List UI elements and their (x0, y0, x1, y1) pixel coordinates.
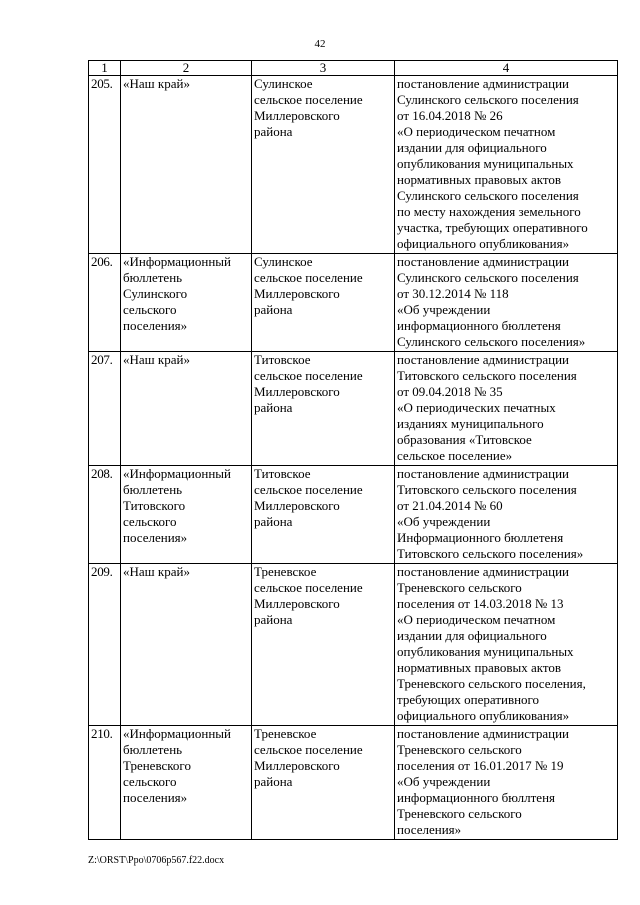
cell-text-line: поселения» (397, 822, 462, 837)
cell-text-line: издании для официального (397, 140, 547, 155)
cell-text-line: опубликования муниципальных (397, 156, 574, 171)
cell-text-line: официального опубликования» (397, 236, 570, 251)
cell-text-line: Треневского сельского (397, 806, 522, 821)
cell-text-line: Сулинское (254, 76, 313, 91)
cell-text-line: требующих оперативного (397, 692, 540, 707)
cell-text-line: Треневское (254, 564, 317, 579)
cell-text-line: от 30.12.2014 № 118 (397, 286, 509, 301)
cell-text-line: изданиях муниципального (397, 416, 544, 431)
cell-text-line: постановление администрации (397, 352, 570, 367)
cell-text-line: Сулинского сельского поселения» (397, 334, 586, 349)
cell-text-line: Миллеровского (254, 384, 340, 399)
row-number: 210. (89, 726, 121, 840)
cell-text-line: Миллеровского (254, 286, 340, 301)
table-row (89, 76, 618, 254)
legal-act-cell (395, 466, 618, 564)
cell-text-line: Сулинского сельского поселения (397, 92, 579, 107)
municipality-cell (252, 352, 395, 466)
cell-text-line: Титовское (254, 466, 311, 481)
column-header-2: 2 (121, 61, 252, 76)
table-header-row (89, 61, 618, 76)
table-row (89, 564, 618, 726)
cell-text-line: опубликования муниципальных (397, 644, 574, 659)
cell-text-line: постановление администрации (397, 726, 570, 741)
cell-text-line: образования «Титовское (397, 432, 532, 447)
cell-text-line: информационного бюллтеня (397, 790, 555, 805)
legal-act-cell (395, 254, 618, 352)
row-number: 207. (89, 352, 121, 466)
publication-name-cell (121, 564, 252, 726)
cell-text-line: поселения от 16.01.2017 № 19 (397, 758, 564, 773)
cell-text-line: поселения от 14.03.2018 № 13 (397, 596, 564, 611)
column-header-4: 4 (395, 61, 618, 76)
cell-text-line: Сулинского (123, 286, 188, 301)
cell-text-line: сельское поселение (254, 92, 363, 107)
publication-name-cell (121, 466, 252, 564)
cell-text-line: района (254, 302, 293, 317)
cell-text-line: Титовского сельского поселения (397, 482, 577, 497)
legal-act-cell (395, 352, 618, 466)
row-number: 205. (89, 76, 121, 254)
column-header-1: 1 (89, 61, 121, 76)
cell-text-line: постановление администрации (397, 254, 570, 269)
table-row (89, 466, 618, 564)
cell-text-line: «Наш край» (123, 564, 190, 579)
municipality-cell (252, 726, 395, 840)
cell-text-line: Титовского (123, 498, 186, 513)
cell-text-line: поселения» (123, 790, 188, 805)
cell-text-line: участка, требующих оперативного (397, 220, 588, 235)
cell-text-line: Миллеровского (254, 758, 340, 773)
cell-text-line: Сулинского сельского поселения (397, 270, 579, 285)
cell-text-line: постановление администрации (397, 466, 570, 481)
cell-text-line: Сулинского сельского поселения (397, 188, 579, 203)
cell-text-line: нормативных правовых актов (397, 660, 562, 675)
cell-text-line: сельское поселение (254, 270, 363, 285)
cell-text-line: района (254, 400, 293, 415)
publication-name-cell (121, 254, 252, 352)
publication-name-cell (121, 352, 252, 466)
cell-text-line: района (254, 774, 293, 789)
cell-text-line: постановление администрации (397, 564, 570, 579)
legal-act-cell (395, 76, 618, 254)
cell-text-line: сельского (123, 514, 177, 529)
cell-text-line: бюллетень (123, 742, 183, 757)
cell-text-line: района (254, 514, 293, 529)
municipality-cell (252, 466, 395, 564)
cell-text-line: нормативных правовых актов (397, 172, 562, 187)
cell-text-line: «О периодическом печатном (397, 124, 556, 139)
cell-text-line: от 21.04.2014 № 60 (397, 498, 503, 513)
row-number: 206. (89, 254, 121, 352)
cell-text-line: сельского (123, 774, 177, 789)
cell-text-line: Треневского (123, 758, 191, 773)
publication-name-cell (121, 726, 252, 840)
table-row (89, 726, 618, 840)
cell-text-line: Треневского сельского (397, 580, 522, 595)
legal-act-cell (395, 564, 618, 726)
cell-text-line: сельское поселение (254, 368, 363, 383)
cell-text-line: Миллеровского (254, 596, 340, 611)
row-number: 209. (89, 564, 121, 726)
cell-text-line: «Информационный (123, 466, 231, 481)
file-path-footer: Z:\ORST\Ppo\0706p567.f22.docx (88, 855, 225, 866)
cell-text-line: района (254, 612, 293, 627)
cell-text-line: «Наш край» (123, 76, 190, 91)
table-row (89, 254, 618, 352)
cell-text-line: «Об учреждении (397, 774, 491, 789)
cell-text-line: Информационного бюллетеня (397, 530, 564, 545)
cell-text-line: «Информационный (123, 254, 231, 269)
cell-text-line: Треневского сельского (397, 742, 522, 757)
cell-text-line: от 16.04.2018 № 26 (397, 108, 503, 123)
municipality-cell (252, 564, 395, 726)
cell-text-line: «Наш край» (123, 352, 190, 367)
table-row (89, 352, 618, 466)
cell-text-line: Титовского сельского поселения» (397, 546, 584, 561)
cell-text-line: по месту нахождения земельного (397, 204, 581, 219)
cell-text-line: района (254, 124, 293, 139)
municipality-cell (252, 76, 395, 254)
table-body (89, 76, 618, 840)
cell-text-line: сельское поселение» (397, 448, 513, 463)
cell-text-line: сельское поселение (254, 580, 363, 595)
page-number: 42 (314, 38, 326, 50)
cell-text-line: сельское поселение (254, 742, 363, 757)
column-header-3: 3 (252, 61, 395, 76)
cell-text-line: Миллеровского (254, 498, 340, 513)
cell-text-line: от 09.04.2018 № 35 (397, 384, 503, 399)
cell-text-line: Титовское (254, 352, 311, 367)
cell-text-line: «О периодическом печатном (397, 612, 556, 627)
cell-text-line: Миллеровского (254, 108, 340, 123)
cell-text-line: бюллетень (123, 270, 183, 285)
publication-name-cell (121, 76, 252, 254)
cell-text-line: Треневское (254, 726, 317, 741)
cell-text-line: «О периодических печатных (397, 400, 556, 415)
cell-text-line: издании для официального (397, 628, 547, 643)
cell-text-line: поселения» (123, 530, 188, 545)
cell-text-line: сельское поселение (254, 482, 363, 497)
cell-text-line: постановление администрации (397, 76, 570, 91)
cell-text-line: бюллетень (123, 482, 183, 497)
cell-text-line: официального опубликования» (397, 708, 570, 723)
cell-text-line: Сулинское (254, 254, 313, 269)
cell-text-line: Треневского сельского поселения, (397, 676, 586, 691)
cell-text-line: «Информационный (123, 726, 231, 741)
row-number: 208. (89, 466, 121, 564)
cell-text-line: информационного бюллетеня (397, 318, 561, 333)
legal-act-cell (395, 726, 618, 840)
cell-text-line: сельского (123, 302, 177, 317)
cell-text-line: «Об учреждении (397, 514, 491, 529)
cell-text-line: Титовского сельского поселения (397, 368, 577, 383)
registry-table (88, 60, 618, 840)
cell-text-line: поселения» (123, 318, 188, 333)
municipality-cell (252, 254, 395, 352)
cell-text-line: «Об учреждении (397, 302, 491, 317)
